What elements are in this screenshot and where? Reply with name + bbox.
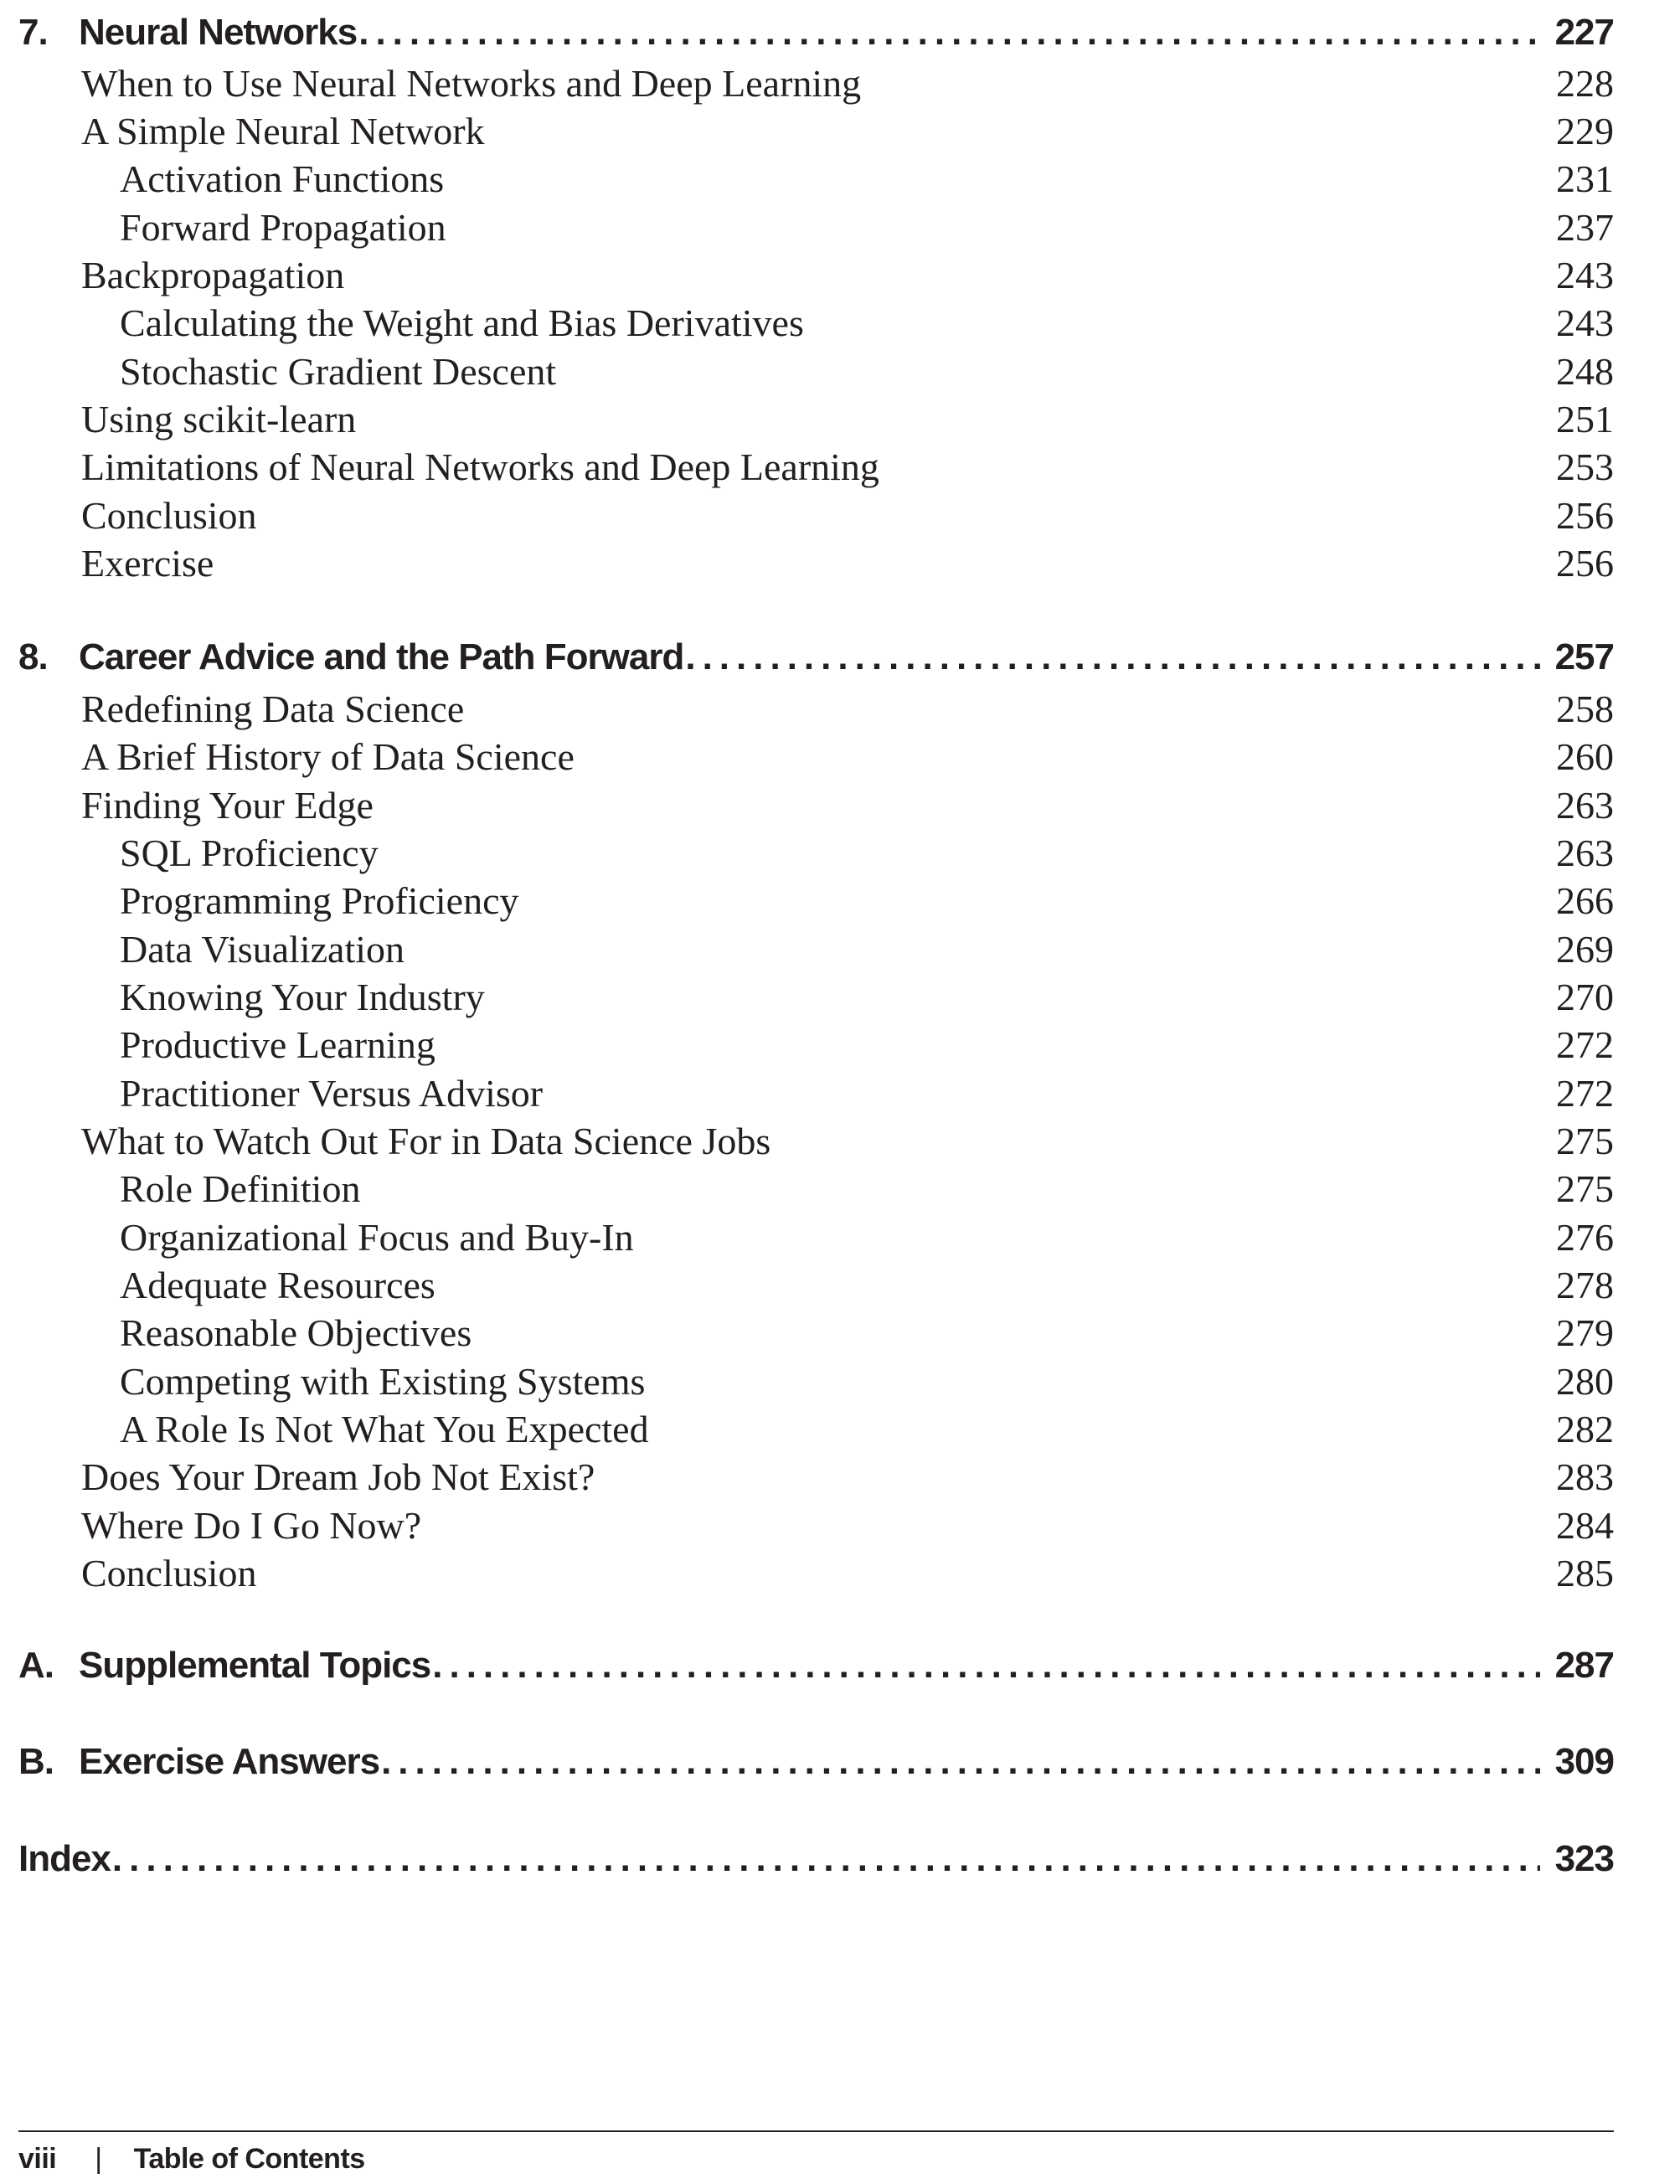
chapter-page-number: 287 <box>1554 1645 1614 1686</box>
entry-page-number: 270 <box>1556 976 1614 1018</box>
entry-page-number: 285 <box>1556 1552 1614 1594</box>
entry-page-number: 269 <box>1556 928 1614 971</box>
entry-page-number: 248 <box>1556 350 1614 393</box>
entry-title: SQL Proficiency <box>120 832 379 874</box>
toc-entry[interactable] <box>81 1119 1614 1166</box>
entry-title: Forward Propagation <box>120 206 446 249</box>
dot-leader <box>685 636 1539 678</box>
footer-separator: | <box>95 2142 102 2175</box>
entry-page-number: 253 <box>1556 446 1614 488</box>
entry-title: Adequate Resources <box>120 1264 435 1306</box>
entry-page-number: 229 <box>1556 110 1614 152</box>
toc-entry[interactable] <box>81 541 1614 588</box>
chapter-number: B. <box>18 1741 54 1782</box>
toc-entry[interactable] <box>81 493 1614 540</box>
entry-page-number: 263 <box>1556 832 1614 874</box>
chapter-page-number: 309 <box>1554 1741 1614 1782</box>
footer-rule <box>18 2130 1614 2132</box>
toc-subentry[interactable] <box>120 831 1614 878</box>
toc-subentry[interactable] <box>120 1022 1614 1069</box>
entry-title: Conclusion <box>81 494 257 537</box>
entry-title: Finding Your Edge <box>81 784 374 827</box>
entry-page-number: 266 <box>1556 879 1614 922</box>
footer-page-number: viii <box>18 2142 57 2175</box>
entry-title: A Simple Neural Network <box>81 110 485 152</box>
entry-page-number: 272 <box>1556 1023 1614 1066</box>
toc-entry[interactable] <box>81 253 1614 300</box>
entry-page-number: 284 <box>1556 1504 1614 1547</box>
chapter-page-number: 257 <box>1554 636 1614 677</box>
entry-page-number: 231 <box>1556 157 1614 200</box>
chapter-title: Exercise Answers <box>79 1741 380 1782</box>
entry-page-number: 283 <box>1556 1455 1614 1498</box>
toc-entry[interactable] <box>81 687 1614 734</box>
entry-page-number: 275 <box>1556 1120 1614 1162</box>
toc-chapter-7[interactable] <box>18 12 1614 62</box>
toc-entry[interactable] <box>81 1551 1614 1598</box>
entry-title: Programming Proficiency <box>120 879 519 922</box>
page-footer <box>18 2140 365 2177</box>
entry-title: Practitioner Versus Advisor <box>120 1072 544 1115</box>
entry-title: Reasonable Objectives <box>120 1311 472 1354</box>
entry-page-number: 278 <box>1556 1264 1614 1306</box>
entry-title: Calculating the Weight and Bias Derivatives <box>120 301 804 344</box>
entry-title: Limitations of Neural Networks and Deep Learning <box>81 446 879 488</box>
toc-subentry[interactable] <box>120 1263 1614 1310</box>
entry-title: Activation Functions <box>120 157 445 200</box>
toc-entry[interactable] <box>81 1503 1614 1550</box>
chapter-page-number: 323 <box>1554 1838 1614 1879</box>
entry-title: Does Your Dream Job Not Exist? <box>81 1455 595 1498</box>
entry-title: A Role Is Not What You Expected <box>120 1408 649 1450</box>
entry-title: Using scikit-learn <box>81 398 357 440</box>
entry-title: Organizational Focus and Buy-In <box>120 1216 634 1259</box>
entry-title: A Brief History of Data Science <box>81 735 575 778</box>
entry-title: Productive Learning <box>120 1023 435 1066</box>
entry-page-number: 260 <box>1556 735 1614 778</box>
entry-page-number: 258 <box>1556 688 1614 730</box>
dot-leader <box>381 1741 1540 1783</box>
entry-title: Redefining Data Science <box>81 688 465 730</box>
chapter-title: Index <box>18 1838 111 1879</box>
toc-subentry[interactable] <box>120 205 1614 252</box>
dot-leader <box>112 1838 1540 1880</box>
chapter-page-number: 227 <box>1554 12 1614 53</box>
toc-entry[interactable] <box>81 61 1614 108</box>
entry-title: Data Visualization <box>120 928 405 971</box>
entry-page-number: 263 <box>1556 784 1614 827</box>
entry-page-number: 243 <box>1556 254 1614 296</box>
entry-page-number: 256 <box>1556 494 1614 537</box>
toc-chapter-8[interactable] <box>18 636 1614 687</box>
toc-subentry[interactable] <box>120 975 1614 1022</box>
toc-entry[interactable] <box>81 783 1614 830</box>
entry-title: Where Do I Go Now? <box>81 1504 422 1547</box>
entry-page-number: 243 <box>1556 301 1614 344</box>
entry-title: Competing with Existing Systems <box>120 1360 646 1403</box>
toc-entry[interactable] <box>81 445 1614 492</box>
toc-subentry[interactable] <box>120 301 1614 348</box>
entry-title: Exercise <box>81 542 214 585</box>
dot-leader <box>358 12 1539 54</box>
toc-subentry[interactable] <box>120 1167 1614 1213</box>
toc-subentry[interactable] <box>120 1215 1614 1262</box>
entry-title: When to Use Neural Networks and Deep Learning <box>81 62 862 105</box>
chapter-title: Career Advice and the Path Forward <box>79 636 684 677</box>
toc-entry[interactable] <box>81 109 1614 156</box>
toc-appendix-b[interactable] <box>18 1741 1614 1791</box>
entry-title: Knowing Your Industry <box>120 976 485 1018</box>
entry-page-number: 237 <box>1556 206 1614 249</box>
entry-title: Role Definition <box>120 1167 361 1210</box>
entry-page-number: 280 <box>1556 1360 1614 1403</box>
toc-entry[interactable] <box>81 734 1614 781</box>
toc-entry[interactable] <box>81 1455 1614 1502</box>
chapter-title: Supplemental Topics <box>79 1645 431 1686</box>
toc-subentry[interactable] <box>120 1071 1614 1118</box>
entry-title: Conclusion <box>81 1552 257 1594</box>
chapter-number: 7. <box>18 12 48 53</box>
toc-appendix-a[interactable] <box>18 1645 1614 1695</box>
entry-page-number: 272 <box>1556 1072 1614 1115</box>
entry-title: Stochastic Gradient Descent <box>120 350 557 393</box>
entry-page-number: 275 <box>1556 1167 1614 1210</box>
entry-page-number: 282 <box>1556 1408 1614 1450</box>
toc-subentry[interactable] <box>120 157 1614 203</box>
toc-subentry[interactable] <box>120 878 1614 925</box>
entry-title: Backpropagation <box>81 254 345 296</box>
toc-subentry[interactable] <box>120 1407 1614 1454</box>
toc-subentry[interactable] <box>120 927 1614 974</box>
entry-page-number: 279 <box>1556 1311 1614 1354</box>
entry-page-number: 256 <box>1556 542 1614 585</box>
toc-subentry[interactable] <box>120 349 1614 396</box>
toc-subentry[interactable] <box>120 1311 1614 1357</box>
footer-section-title: Table of Contents <box>133 2142 365 2175</box>
chapter-number: A. <box>18 1645 54 1686</box>
dot-leader <box>432 1645 1539 1687</box>
entry-title: What to Watch Out For in Data Science Jobs <box>81 1120 771 1162</box>
toc-index[interactable] <box>18 1838 1614 1888</box>
entry-page-number: 228 <box>1556 62 1614 105</box>
entry-page-number: 251 <box>1556 398 1614 440</box>
entry-page-number: 276 <box>1556 1216 1614 1259</box>
toc-subentry[interactable] <box>120 1359 1614 1406</box>
toc-entry[interactable] <box>81 397 1614 444</box>
chapter-title: Neural Networks <box>79 12 358 53</box>
chapter-number: 8. <box>18 636 48 677</box>
